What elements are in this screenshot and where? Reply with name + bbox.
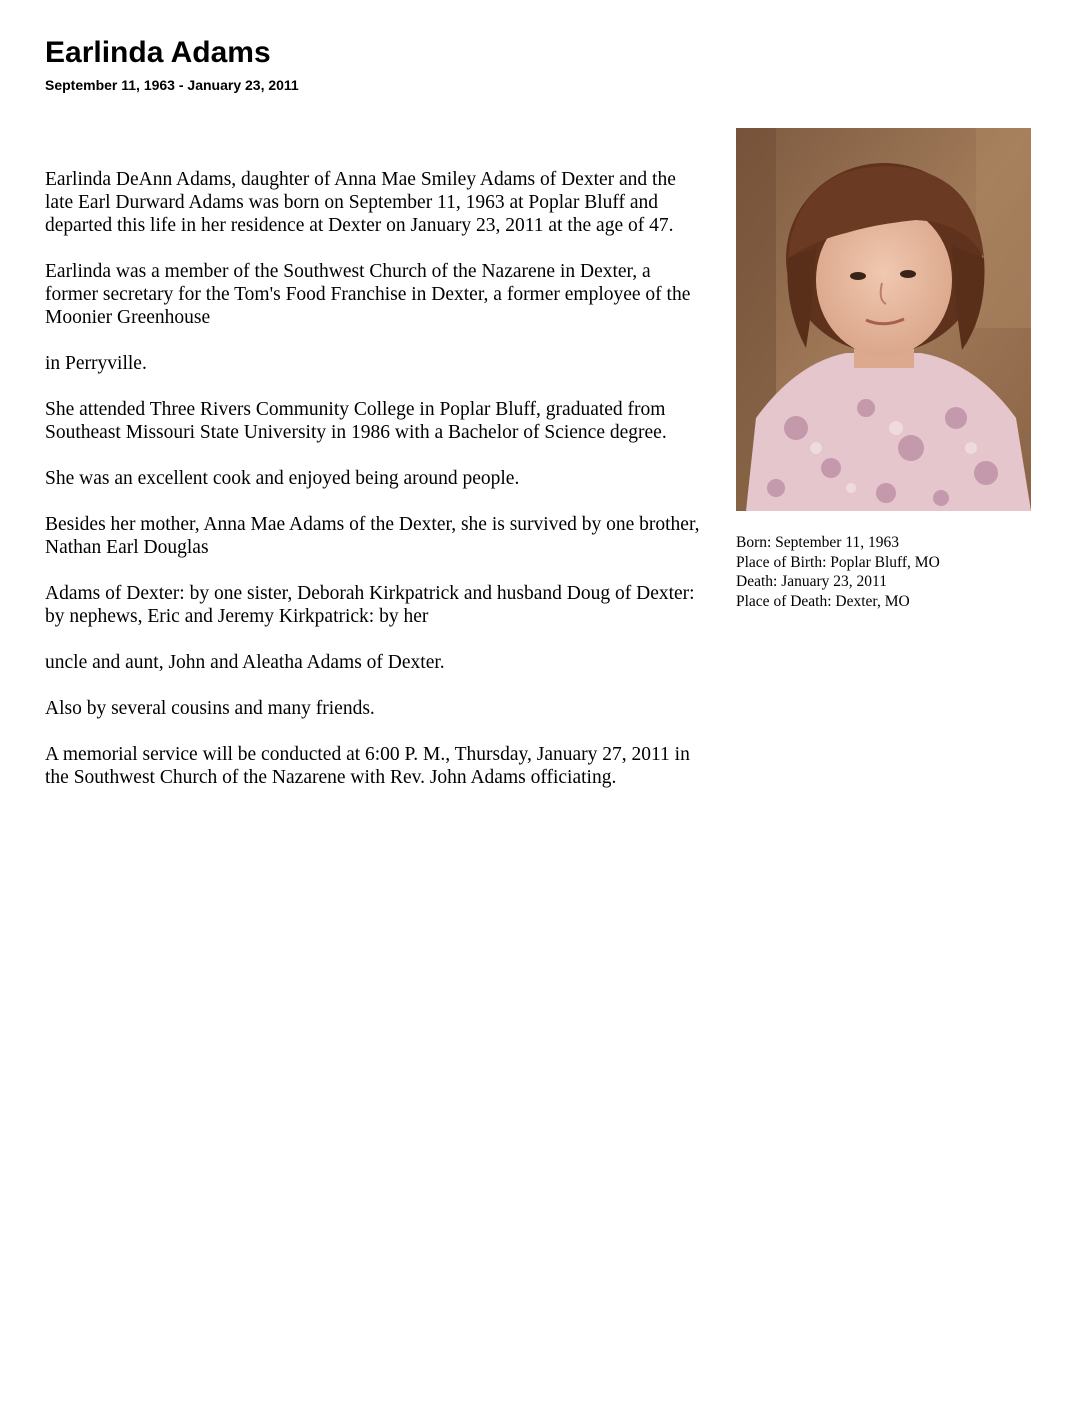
obituary-text bbox=[45, 168, 705, 812]
obituary-paragraph: She attended Three Rivers Community College in Poplar Bluff, graduated from Southeast Missouri State University in 1986 with a Bachelor of Science degree. bbox=[45, 399, 667, 443]
vital-facts bbox=[736, 533, 1036, 611]
obituary-paragraph: A memorial service will be conducted at 6:00 P. M., Thursday, January 27, 2011 in the Southwest Church of the Nazarene with Rev. John Adams officiating. bbox=[45, 744, 690, 788]
page-header bbox=[45, 34, 299, 94]
place-of-death: Place of Death: Dexter, MO bbox=[736, 592, 910, 610]
obituary-paragraph: She was an excellent cook and enjoyed being around people. bbox=[45, 468, 520, 489]
obituary-paragraph: Besides her mother, Anna Mae Adams of the Dexter, she is survived by one brother, Nathan Earl Douglas bbox=[45, 514, 700, 558]
obituary-paragraph: Earlinda DeAnn Adams, daughter of Anna Mae Smiley Adams of Dexter and the late Earl Durward Adams was born on September 11, 1963 at Poplar Bluff and departed this life in her residence at Dexter on January 23, 2011 at the age of 47. bbox=[45, 169, 676, 236]
born-date: Born: September 11, 1963 bbox=[736, 534, 900, 551]
obituary-paragraph: uncle and aunt, John and Aleatha Adams of Dexter. bbox=[45, 652, 445, 673]
obituary-paragraph: Adams of Dexter: by one sister, Deborah Kirkpatrick and husband Doug of Dexter: by nephews, Eric and Jeremy Kirkpatrick: by her bbox=[45, 583, 695, 627]
portrait-photo bbox=[736, 128, 1031, 511]
obituary-paragraph: in Perryville. bbox=[45, 353, 147, 374]
life-dates: September 11, 1963 - January 23, 2011 bbox=[45, 77, 299, 93]
place-of-birth: Place of Birth: Poplar Bluff, MO bbox=[736, 553, 940, 571]
deceased-name: Earlinda Adams bbox=[45, 36, 271, 69]
obituary-paragraph: Also by several cousins and many friends. bbox=[45, 698, 375, 719]
death-date: Death: January 23, 2011 bbox=[736, 573, 887, 590]
obituary-paragraph: Earlinda was a member of the Southwest Church of the Nazarene in Dexter, a former secretary for the Tom's Food Franchise in Dexter, a former employee of the Moonier Greenhouse bbox=[45, 261, 691, 328]
